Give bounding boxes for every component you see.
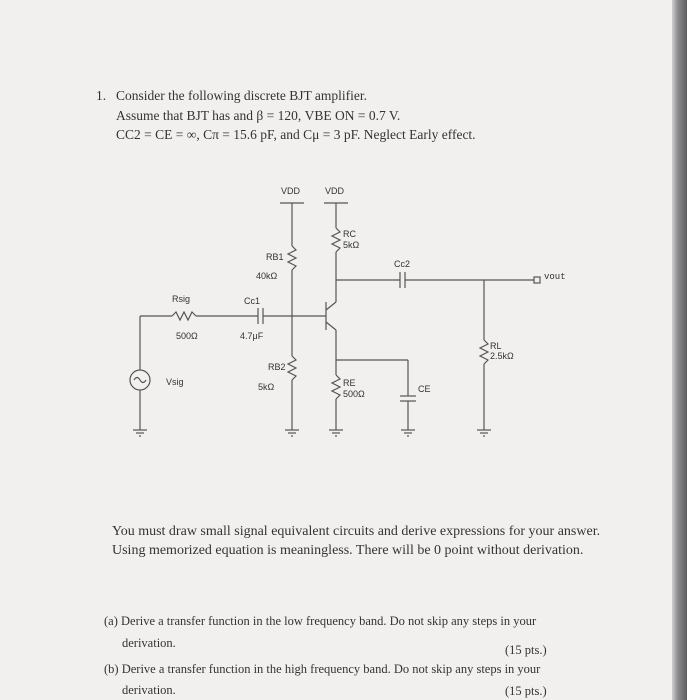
part-b-text: (b) Derive a transfer function in the high frequency band. Do not skip any steps in your	[104, 662, 541, 676]
vdd-label-2: VDD	[325, 186, 345, 196]
vout-label: vout	[544, 272, 566, 282]
rb1-resistor	[288, 246, 296, 270]
rl-resistor	[480, 340, 488, 364]
vdd-label-1: VDD	[281, 186, 301, 196]
problem-intro: Consider the following discrete BJT amplifier.	[116, 88, 367, 103]
cc1-label: Cc1	[244, 296, 261, 306]
part-b-cont: derivation.	[122, 683, 176, 697]
cc1-value: 4.7μF	[240, 331, 264, 341]
rc-label: RC	[343, 229, 356, 239]
ground-symbols	[133, 430, 491, 436]
bjt-emitter-lead	[326, 322, 336, 330]
rb1-value: 40kΩ	[256, 271, 278, 281]
rl-value: 2.5kΩ	[490, 351, 514, 361]
problem-capacitances: CC2 = CE = ∞, Cπ = 15.6 pF, and Cμ = 3 pF. Neglect Early effect.	[116, 127, 476, 142]
cc2-label: Cc2	[394, 259, 411, 269]
rc-value: 5kΩ	[343, 240, 360, 250]
part-b-points: (15 pts.)	[505, 684, 547, 698]
rb2-resistor	[288, 356, 296, 380]
ce-label: CE	[418, 384, 431, 394]
problem-number: 1.	[96, 88, 107, 103]
part-a-text: (a) Derive a transfer function in the low frequency band. Do not skip any steps in your	[104, 614, 537, 628]
vsig-label: Vsig	[166, 377, 184, 387]
rsig-resistor	[172, 312, 196, 320]
problem-assumption: Assume that BJT has and β = 120, VBE ON = 0.7 V.	[116, 108, 401, 123]
rsig-value: 500Ω	[176, 331, 198, 341]
instructions-paragraph: You must draw small signal equivalent circuits and derive expressions for your answer. Using memorized equation is meaningless. There will be 0 point without derivation.	[112, 524, 601, 558]
rl-label: RL	[490, 341, 502, 351]
rb1-label: RB1	[266, 252, 284, 262]
page-edge	[672, 0, 687, 700]
rsig-label: Rsig	[172, 294, 191, 304]
re-label: RE	[343, 378, 356, 388]
rb2-label: RB2	[268, 362, 286, 372]
bjt-collector-lead	[326, 302, 336, 310]
vout-terminal	[534, 277, 540, 283]
re-value: 500Ω	[343, 389, 365, 399]
sine-icon	[134, 378, 146, 383]
re-resistor	[332, 375, 340, 399]
part-a-points: (15 pts.)	[505, 643, 547, 657]
rc-resistor	[332, 228, 340, 252]
part-a-cont: derivation.	[122, 636, 176, 650]
rb2-value: 5kΩ	[258, 382, 275, 392]
